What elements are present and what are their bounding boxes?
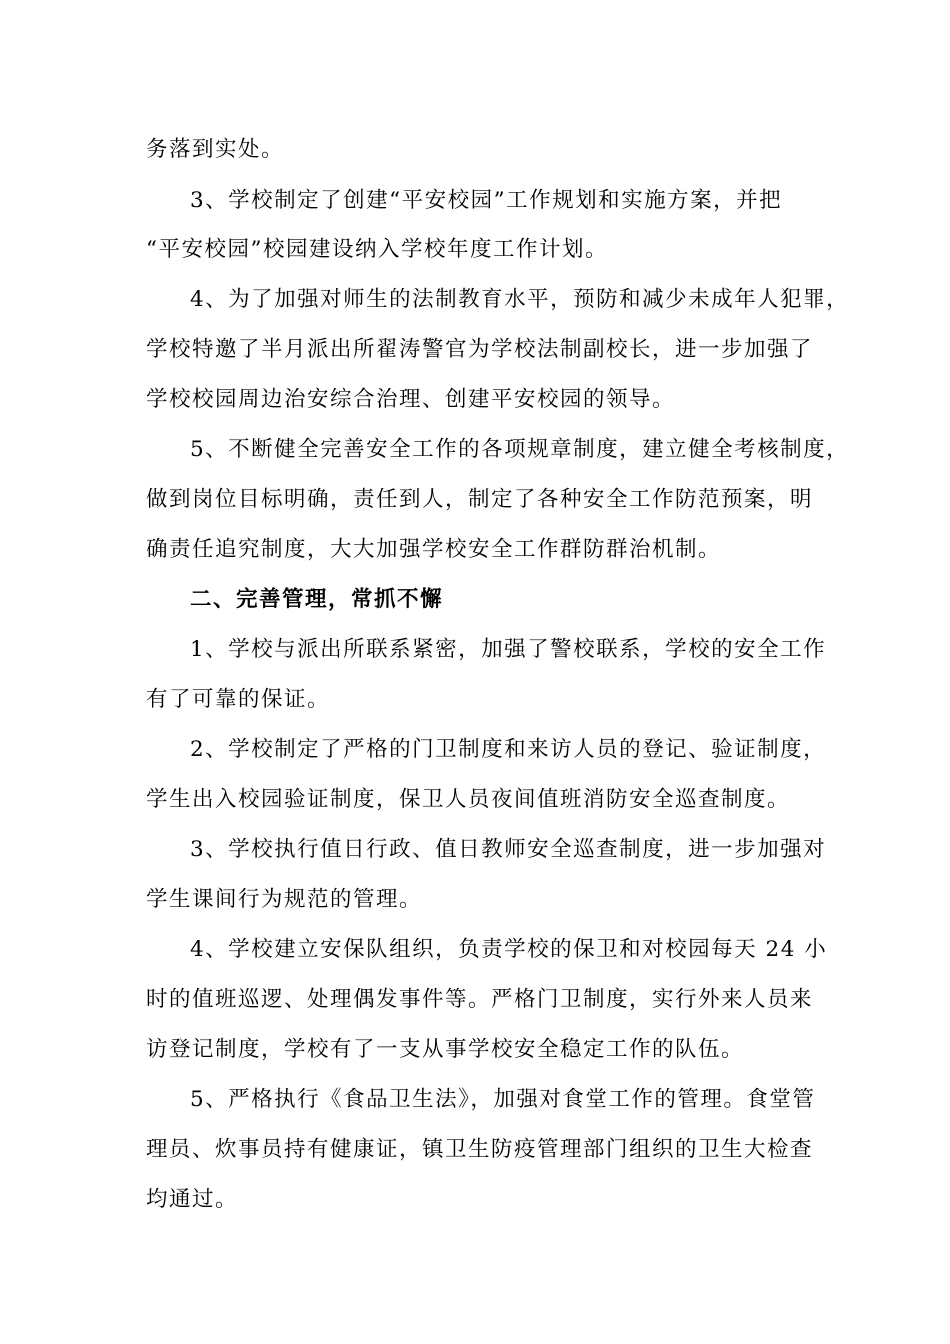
section-heading: 二、完善管理，常抓不懈 — [190, 587, 444, 612]
text-line: 1、学校与派出所联系紧密，加强了警校联系，学校的安全工作 — [190, 637, 827, 662]
text-line: 学生出入校园验证制度，保卫人员夜间值班消防安全巡查制度。 — [146, 787, 791, 812]
text-line: 学校校园周边治安综合治理、创建平安校园的领导。 — [146, 387, 676, 412]
text-line: 3、学校制定了创建“平安校园”工作规划和实施方案，并把 — [190, 188, 783, 213]
text-line: 理员、炊事员持有健康证，镇卫生防疫管理部门组织的卫生大检查 — [146, 1137, 814, 1162]
text-line: 4、学校建立安保队组织，负责学校的保卫和对校园每天 24 小 — [190, 937, 828, 962]
text-line: 5、严格执行《食品卫生法》，加强对食堂工作的管理。食堂管 — [190, 1087, 816, 1112]
text-line: “平安校园”校园建设纳入学校年度工作计划。 — [146, 237, 608, 262]
text-line: 3、学校执行值日行政、值日教师安全巡查制度，进一步加强对 — [190, 837, 827, 862]
text-line: 5、不断健全完善安全工作的各项规章制度，建立健全考核制度， — [190, 437, 850, 462]
text-line: 确责任追究制度，大大加强学校安全工作群防群治机制。 — [146, 537, 722, 562]
text-line: 时的值班巡逻、处理偶发事件等。严格门卫制度，实行外来人员来 — [146, 987, 814, 1012]
text-line: 均通过。 — [146, 1187, 239, 1212]
text-line: 有了可靠的保证。 — [146, 687, 331, 712]
text-line: 学校特邀了半月派出所翟涛警官为学校法制副校长，进一步加强了 — [146, 337, 814, 362]
text-line: 4、为了加强对师生的法制教育水平，预防和减少未成年人犯罪， — [190, 287, 850, 312]
text-line: 访登记制度，学校有了一支从事学校安全稳定工作的队伍。 — [146, 1037, 745, 1062]
text-line: 2、学校制定了严格的门卫制度和来访人员的登记、验证制度， — [190, 737, 827, 762]
text-line: 务落到实处。 — [146, 137, 285, 162]
text-line: 学生课间行为规范的管理。 — [146, 887, 423, 912]
text-line: 做到岗位目标明确，责任到人，制定了各种安全工作防范预案，明 — [146, 487, 814, 512]
